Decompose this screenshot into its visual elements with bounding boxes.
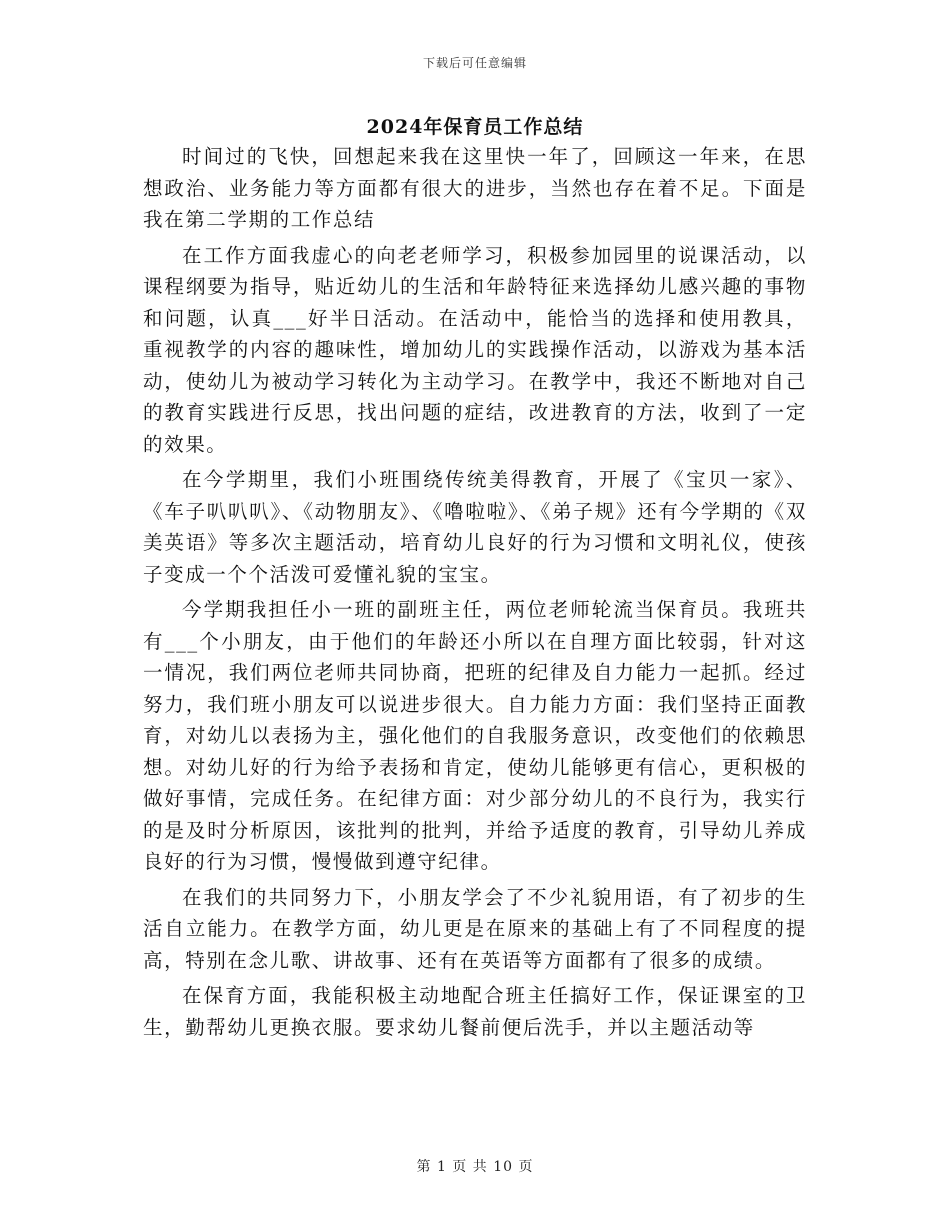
page-footer-page-number: 第 1 页 共 10 页 [416, 1159, 534, 1175]
paragraph-achievements: 在我们的共同努力下，小朋友学会了不少礼貌用语，有了初步的生活自立能力。在教学方面，幼儿更是在原来的基础上有了不同程度的提高，特别在念儿歌、讲故事、还有在英语等方面都有了很多的成绩。 [143, 885, 807, 972]
paragraph-class-management: 今学期我担任小一班的副班主任，两位老师轮流当保育员。我班共有___个小朋友，由于他们的年龄还小所以在自理方面比较弱，针对这一情况，我们两位老师共同协商，把班的纪律及自力能力一起抓。经过努力，我们班小朋友可以说进步很大。自力能力方面：我们坚持正面教育，对幼儿以表扬为主，强化他们的自我服务意识，改变他们的依赖思想。对幼儿好的行为给予表扬和肯定，使幼儿能够更有信心，更积极的做好事情，完成任务。在纪律方面：对少部分幼儿的不良行为，我实行的是及时分析原因，该批判的批判，并给予适度的教育，引导幼儿养成良好的行为习惯，慢慢做到遵守纪律。 [143, 598, 807, 873]
paragraph-intro: 时间过的飞快，回想起来我在这里快一年了，回顾这一年来，在思想政治、业务能力等方面都有很大的进步，当然也存在着不足。下面是我在第二学期的工作总结 [143, 145, 807, 231]
paragraph-teaching-work: 在工作方面我虚心的向老老师学习，积极参加园里的说课活动，以课程纲要为指导，贴近幼儿的生活和年龄特征来选择幼儿感兴趣的事物和问题，认真___好半日活动。在活动中，能恰当的选择和使用教具，重视教学的内容的趣味性，增加幼儿的实践操作活动，以游戏为基本活动，使幼儿为被动学习转化为主动学习。在教学中，我还不断地对自己的教育实践进行反思，找出问题的症结，改进教育的方法，收到了一定的效果。 [143, 243, 807, 456]
paragraph-care-work: 在保育方面，我能积极主动地配合班主任搞好工作，保证课室的卫生，勤帮幼儿更换衣服。要求幼儿餐前便后洗手，并以主题活动等 [143, 984, 807, 1039]
document-body [143, 141, 807, 1047]
document-title: 2024年保育员工作总结 [366, 116, 584, 138]
paragraph-theme-activities: 在今学期里，我们小班围绕传统美得教育，开展了《宝贝一家》、《车子叭叭叭》、《动物朋友》、《噜啦啦》、《弟子规》还有今学期的《双美英语》等多次主题活动，培育幼儿良好的行为习惯和文明礼仪，使孩子变成一个个活泼可爱懂礼貌的宝宝。 [143, 468, 807, 586]
page-header-note: 下载后可任意编辑 [422, 56, 527, 70]
